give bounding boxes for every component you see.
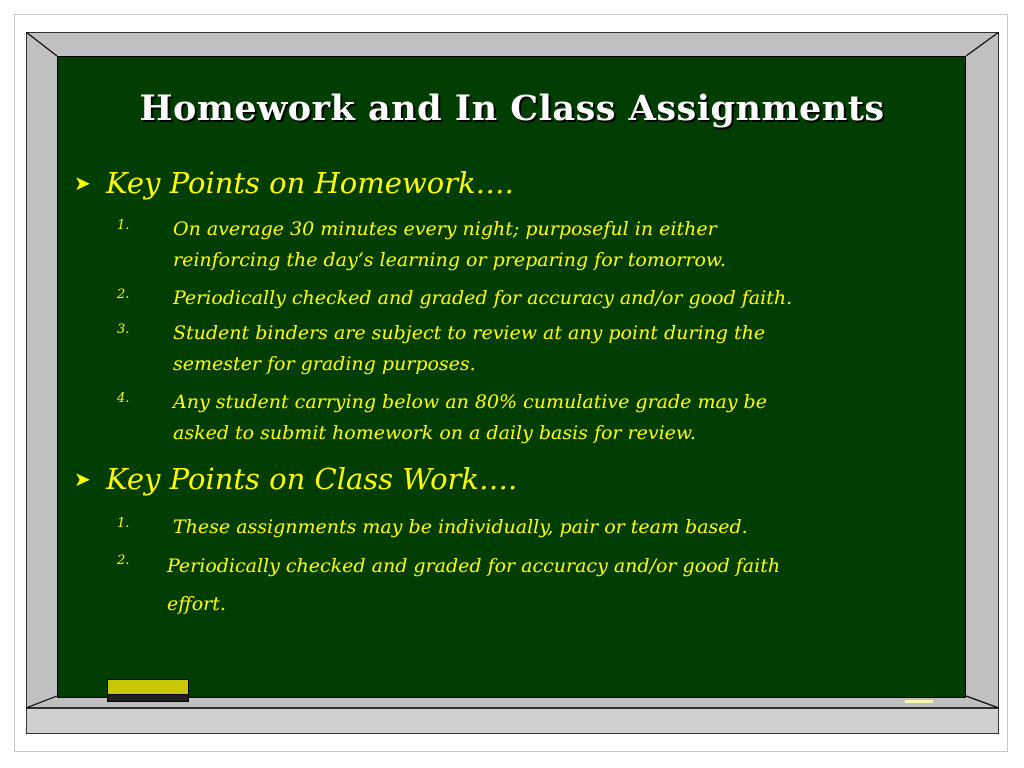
item-text xyxy=(173,512,748,543)
item-line: asked to submit homework on a daily basis for review. xyxy=(173,422,696,444)
section-heading-homework xyxy=(74,166,514,200)
item-number: 3. xyxy=(117,322,130,337)
chalk-piece xyxy=(905,700,933,703)
item-text xyxy=(173,283,792,314)
arrow-bullet-icon: ➤ xyxy=(74,467,91,491)
item-line: Periodically checked and graded for accuracy and/or good faith xyxy=(167,555,781,577)
item-text xyxy=(173,387,767,449)
section-heading-text: Key Points on Class Work…. xyxy=(106,462,518,496)
item-text xyxy=(173,318,765,380)
item-text xyxy=(167,547,780,623)
item-text xyxy=(173,214,726,276)
item-line: Any student carrying below an 80% cumulative grade may be xyxy=(173,391,767,413)
item-line: effort. xyxy=(167,593,226,615)
item-line: On average 30 minutes every night; purposeful in either xyxy=(173,218,717,240)
item-line: Periodically checked and graded for accuracy and/or good faith. xyxy=(173,287,793,309)
section-heading-text: Key Points on Homework…. xyxy=(106,166,514,200)
section-heading-classwork xyxy=(74,462,517,496)
item-line: semester for grading purposes. xyxy=(173,353,476,375)
slide-title: Homework and In Class Assignments xyxy=(139,88,885,129)
item-number: 1. xyxy=(117,516,130,531)
item-number: 1. xyxy=(117,218,130,233)
eraser-base xyxy=(107,694,189,702)
item-line: These assignments may be individually, pair or team based. xyxy=(173,516,748,538)
item-line: reinforcing the day’s learning or preparing for tomorrow. xyxy=(173,249,726,271)
item-line: Student binders are subject to review at any point during the xyxy=(173,322,766,344)
item-number: 2. xyxy=(117,287,130,302)
item-number: 4. xyxy=(117,391,130,406)
arrow-bullet-icon: ➤ xyxy=(74,171,91,195)
item-number: 2. xyxy=(117,553,130,568)
